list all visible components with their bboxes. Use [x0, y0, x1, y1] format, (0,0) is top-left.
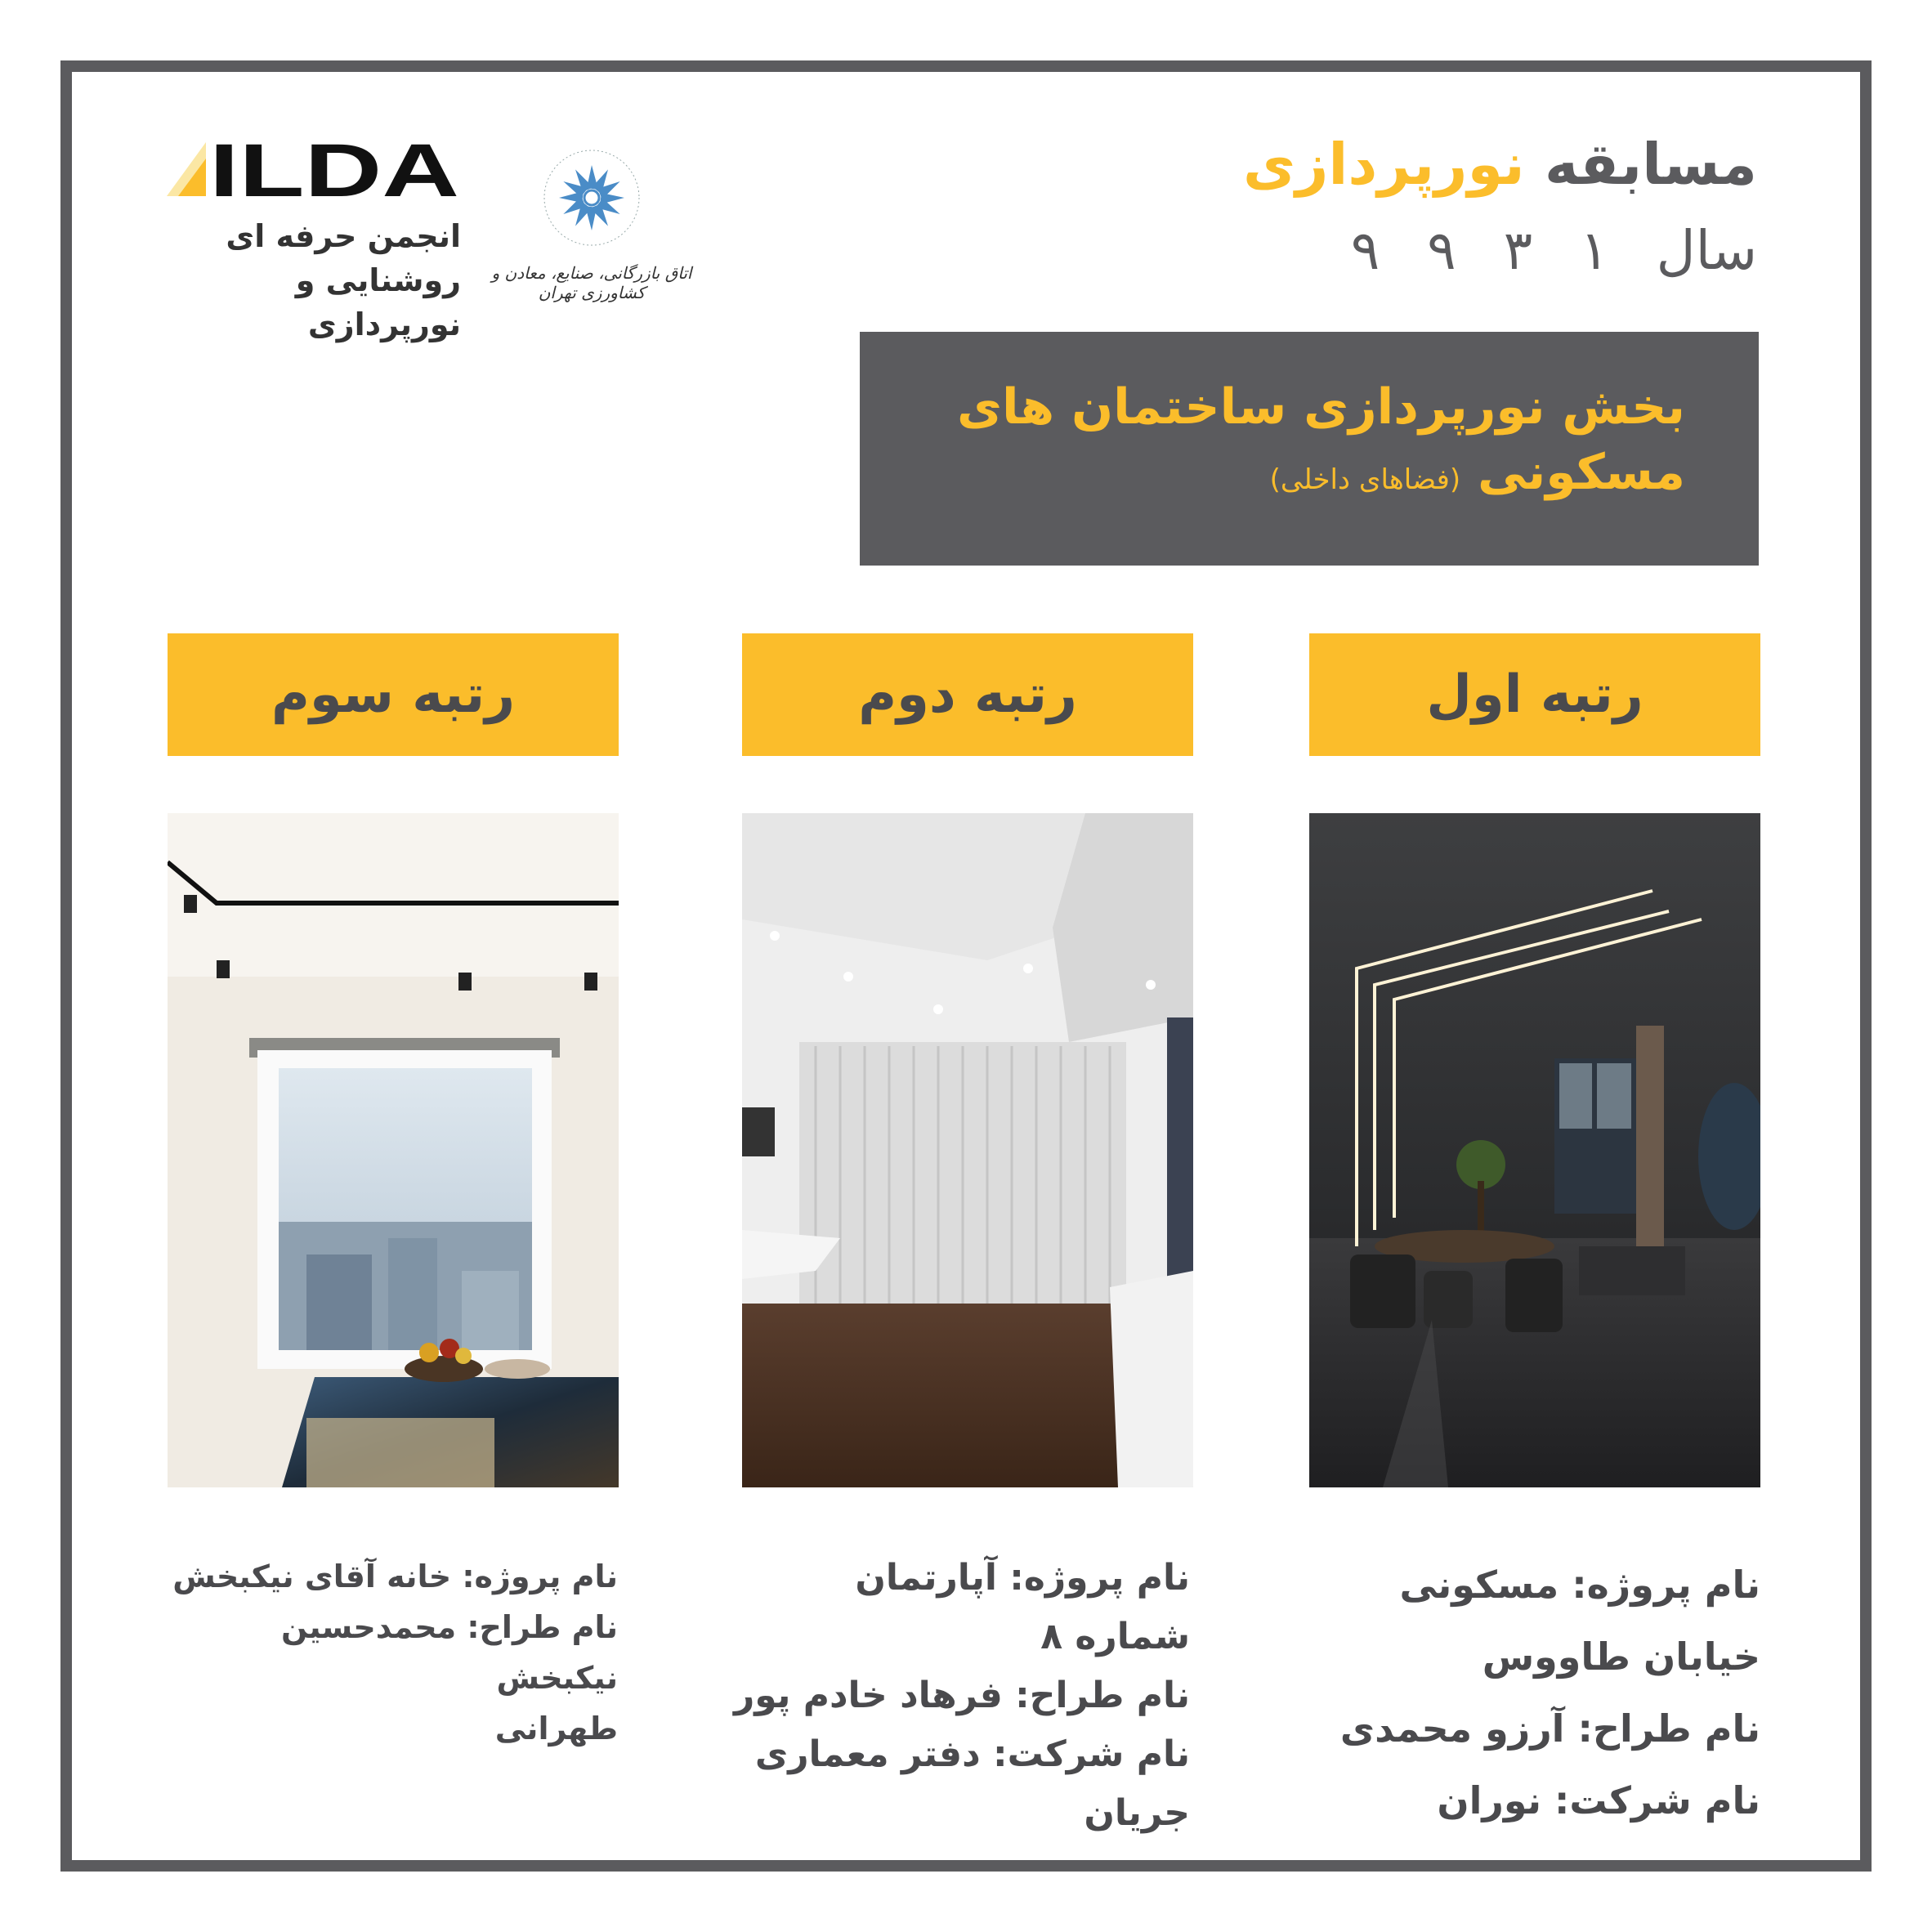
info-line: نام شرکت: نوران	[1437, 1778, 1760, 1822]
info-line: طهرانی	[494, 1711, 618, 1746]
ilda-line2: روشنایی و نورپردازی	[295, 262, 461, 342]
info-line: نام طراح: فرهاد خادم پور	[733, 1675, 1190, 1716]
year-line	[1351, 219, 1757, 282]
section-title-main: مسکونی	[1478, 444, 1685, 501]
ilda-logo	[167, 137, 461, 203]
info-line: نام طراح: محمدحسین نیکبخش	[281, 1609, 618, 1696]
section-title-line2	[909, 440, 1685, 512]
year-digit: ۹	[1350, 219, 1380, 282]
rank-first-label: رتبه اول	[1309, 633, 1760, 756]
year-digit: ۹	[1427, 219, 1456, 282]
ilda-line1: انجمن حرفه ای	[226, 218, 461, 254]
rank-first-info	[1303, 1549, 1760, 1836]
section-title-line1: بخش نورپردازی ساختمان های	[956, 378, 1685, 436]
rank-second-label: رتبه دوم	[742, 633, 1193, 756]
info-line: جریان	[1084, 1792, 1190, 1834]
rank-third-info	[160, 1551, 618, 1754]
title-prefix: مسابقه	[1545, 131, 1757, 198]
info-line: نام پروژه: خانه آقای نیکبخش	[172, 1559, 618, 1594]
info-line: نام پروژه: مسکونی	[1399, 1563, 1760, 1607]
rank-second-photo	[742, 813, 1193, 1487]
title-highlight: نورپردازی	[1242, 131, 1525, 198]
rank-first-photo	[1309, 813, 1760, 1487]
page-title	[1243, 131, 1757, 198]
info-line: نام شرکت: دفتر معماری	[754, 1733, 1190, 1775]
year-digit: ۱	[1580, 219, 1609, 282]
chamber-name: اتاق بازرگانی، صنایع، معادن و کشاورزی تهران	[491, 263, 692, 302]
info-line: نام طراح: آرزو محمدی	[1339, 1706, 1760, 1751]
ilda-caption	[167, 214, 461, 347]
rank-third-label: رتبه سوم	[168, 633, 619, 756]
info-line: نام پروژه: آپارتمان	[855, 1557, 1190, 1599]
year-word: سال	[1656, 219, 1757, 282]
rank-second-info	[732, 1549, 1190, 1843]
section-subtitle: (فضاهای داخلی)	[1269, 463, 1461, 496]
ilda-wordmark: ILDA	[209, 137, 459, 203]
info-line: خیابان طاووس	[1482, 1635, 1760, 1679]
rank-third-photo	[168, 813, 619, 1487]
year-digit: ۳	[1503, 219, 1533, 282]
info-line: شماره ۸	[1040, 1616, 1190, 1657]
section-banner	[860, 332, 1759, 566]
